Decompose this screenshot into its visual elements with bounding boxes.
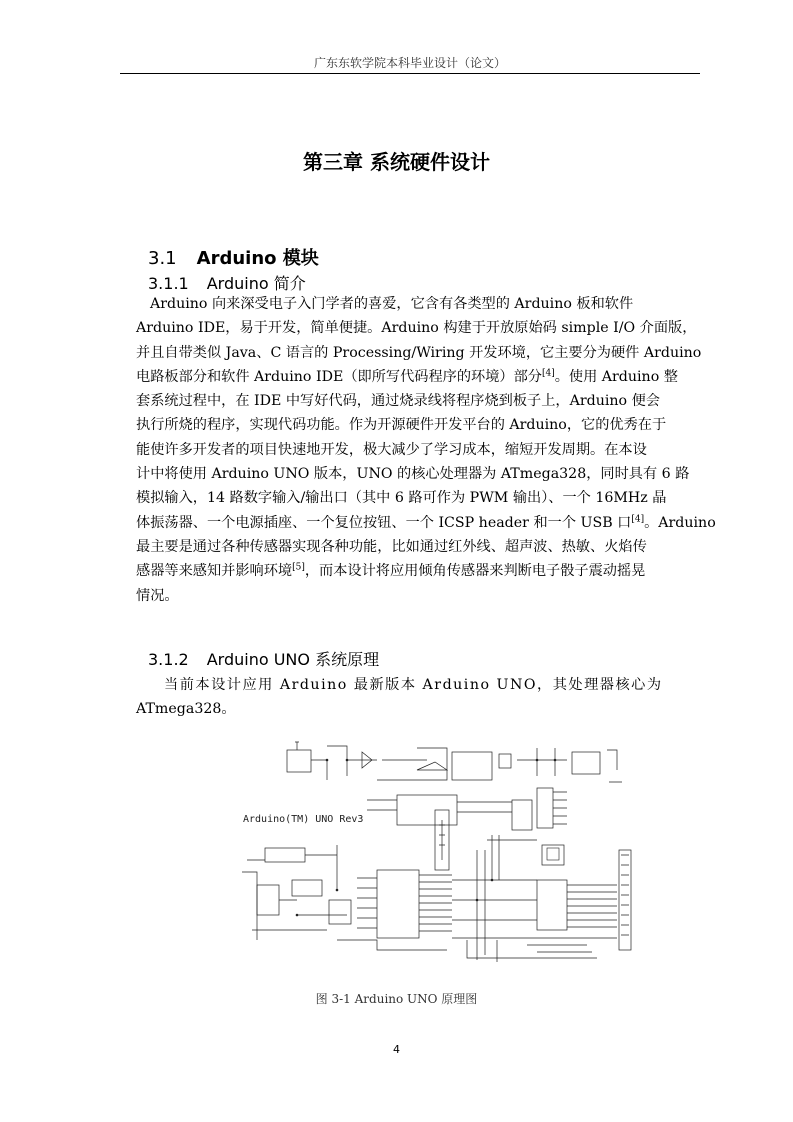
board-label: Arduino(TM) UNO Rev3	[243, 814, 364, 825]
text-line: 当前本设计应用 Arduino 最新版本 Arduino UNO，其处理器核心为	[164, 677, 663, 693]
text-line: 最主要是通过各种传感器实现各种功能，比如通过红外线、超声波、热敏、火焰传	[136, 538, 647, 555]
text-line: 计中将使用 Arduino UNO 版本，UNO 的核心处理器为 ATmega328，同时具有 6 路	[136, 466, 690, 483]
text-line: 能使许多开发者的项目快速地开发，极大减少了学习成本，缩短开发周期。在本设	[136, 441, 647, 458]
text-segment: 。Arduino	[644, 514, 716, 531]
citation-ref: [4]	[631, 513, 645, 524]
text-line: 情况。	[136, 587, 179, 604]
citation-ref: [5]	[292, 562, 305, 573]
paragraph-intro	[136, 292, 716, 608]
text-line: 并且自带类似 Java、C 语言的 Processing/Wiring 开发环境，它主要分为硬件 Arduino	[136, 344, 702, 361]
paragraph-uno	[136, 673, 699, 722]
chapter-title: 第三章 系统硬件设计	[303, 150, 490, 174]
section-heading	[148, 244, 319, 270]
text-line	[136, 511, 716, 535]
header-rule	[120, 73, 700, 74]
citation-ref: [4]	[541, 368, 555, 379]
subsection-title-1: Arduino 简介	[206, 274, 306, 293]
text-segment: 感器等来感知并影响环境	[136, 563, 293, 580]
figure-caption: 图 3-1 Arduino UNO 原理图	[315, 992, 478, 1006]
subsection-number-2: 3.1.2	[148, 650, 189, 669]
section-number: 3.1	[148, 248, 177, 269]
text-line: 执行所烧的程序，实现代码功能。作为开源硬件开发平台的 Arduino，它的优秀在于	[136, 417, 667, 434]
subsection-number-1: 3.1.1	[148, 274, 189, 293]
section-title: Arduino 模块	[196, 248, 319, 269]
subsection-heading-1	[148, 271, 306, 294]
arduino-uno-schematic	[237, 740, 637, 965]
text-line	[136, 365, 699, 389]
text-line: Arduino 向来深受电子入门学者的喜爱，它含有各类型的 Arduino 板和软件	[150, 296, 634, 312]
text-line: 套系统过程中，在 IDE 中写好代码，通过烧录线将程序烧到板子上，Arduino 便会	[136, 393, 660, 410]
text-line	[136, 559, 699, 583]
text-line: 模拟输入，14 路数字输入/输出口（其中 6 路可作为 PWM 输出）、一个 16MHz 晶	[136, 490, 667, 507]
running-header: 广东东软学院本科毕业设计（论文）	[313, 56, 506, 70]
text-line: ATmega328。	[136, 701, 236, 718]
text-segment: 。使用 Arduino 整	[554, 368, 678, 385]
text-line: Arduino IDE，易于开发，简单便捷。Arduino 构建于开放原始码 simple I/O 介面版，	[136, 320, 697, 337]
text-segment: ，而本设计将应用倾角传感器来判断电子骰子震动摇晃	[304, 563, 646, 580]
subsection-title-2: Arduino UNO 系统原理	[206, 650, 380, 669]
subsection-heading-2	[148, 647, 379, 670]
text-segment: 体振荡器、一个电源插座、一个复位按钮、一个 ICSP header 和一个 USB 口	[136, 514, 632, 531]
page-number: 4	[393, 1043, 400, 1056]
text-segment: 电路板部分和软件 Arduino IDE（即所写代码程序的环境）部分	[136, 368, 542, 385]
